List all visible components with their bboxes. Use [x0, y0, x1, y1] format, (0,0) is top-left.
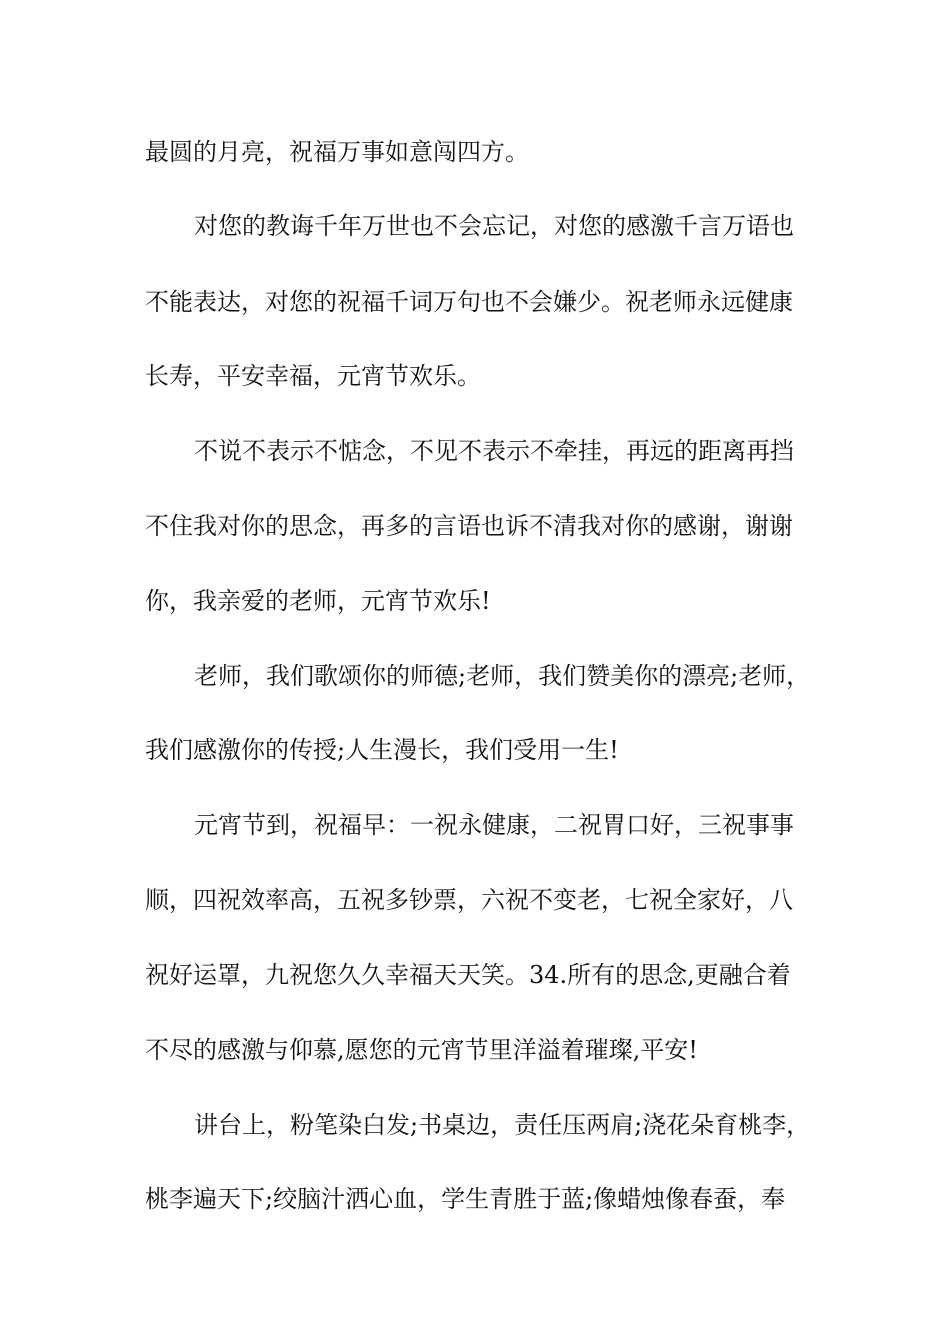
text-line: 桃李遍天下;绞脑汁洒心血，学生青胜于蓝;像蜡烛像春蚕，奉 — [145, 1185, 786, 1213]
text-line: 不住我对你的思念，再多的言语也诉不清我对你的感谢，谢谢 — [145, 512, 793, 540]
text-line: 最圆的月亮，祝福万事如意闯四方。 — [145, 138, 529, 166]
paragraph-first-line: 讲台上，粉笔染白发;书桌边，责任压两肩;浇花朵育桃李， — [194, 1111, 811, 1139]
paragraph-first-line: 元宵节到，祝福早：一祝永健康，二祝胃口好，三祝事事 — [194, 811, 794, 839]
paragraph-first-line: 老师，我们歌颂你的师德;老师，我们赞美你的漂亮;老师， — [194, 662, 811, 690]
text-line: 不尽的感激与仰慕,愿您的元宵节里洋溢着璀璨,平安! — [145, 1036, 698, 1064]
text-line: 长寿，平安幸福，元宵节欢乐。 — [145, 362, 481, 390]
text-line: 顺，四祝效率高，五祝多钞票，六祝不变老，七祝全家好，八 — [145, 886, 793, 914]
text-line: 祝好运罩，九祝您久久幸福天天笑。34.所有的思念,更融合着 — [145, 961, 791, 989]
paragraph-first-line: 不说不表示不惦念，不见不表示不牵挂，再远的距离再挡 — [194, 437, 794, 465]
text-line: 你，我亲爱的老师，元宵节欢乐! — [145, 587, 491, 615]
text-line: 不能表达，对您的祝福千词万句也不会嫌少。祝老师永远健康 — [145, 288, 793, 316]
paragraph-first-line: 对您的教诲千年万世也不会忘记，对您的感激千言万语也 — [194, 212, 794, 240]
text-line: 我们感激你的传授;人生漫长，我们受用一生! — [145, 736, 619, 764]
